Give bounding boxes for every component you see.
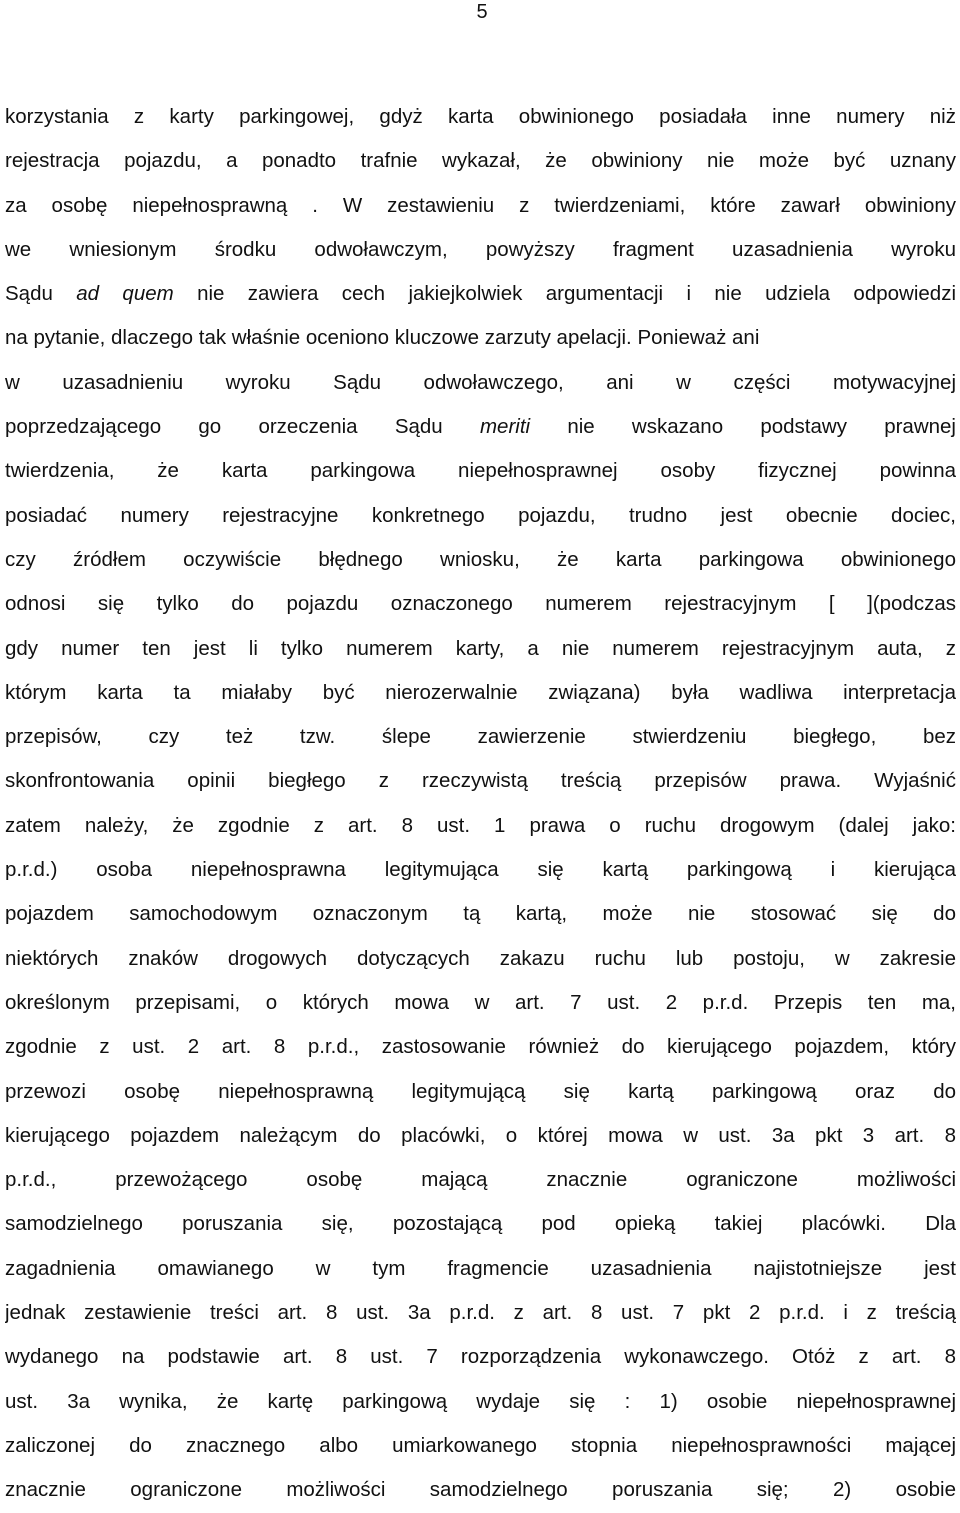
- text-line: [5, 848, 956, 892]
- text-line: [5, 1025, 956, 1069]
- text-line: [5, 405, 956, 449]
- text-line: [5, 715, 956, 759]
- text-segment: na pytanie, dlaczego tak właśnie oceniono kluczowe zarzuty apelacji. Ponieważ ani: [5, 326, 760, 350]
- text-segment: określonym przepisami, o których mowa w art. 7 ust. 2 p.r.d. Przepis ten ma,: [5, 990, 956, 1014]
- text-segment: samodzielnego poruszania się, pozostającą pod opieką takiej placówki. Dla: [5, 1212, 956, 1236]
- text-line: [5, 1468, 956, 1512]
- text-line: [5, 228, 956, 272]
- text-segment: gdy numer ten jest li tylko numerem karty, a nie numerem rejestracyjnym auta, z: [5, 636, 956, 660]
- text-line: [5, 95, 956, 139]
- text-line: [5, 582, 956, 626]
- text-segment: p.r.d.) osoba niepełnosprawna legitymująca się kartą parkingową i kierująca: [5, 858, 956, 882]
- text-line: [5, 139, 956, 183]
- text-segment: odnosi się tylko do pojazdu oznaczonego numerem rejestracyjnym [ ](podczas: [5, 592, 956, 616]
- text-segment: wydanego na podstawie art. 8 ust. 7 rozporządzenia wykonawczego. Otóż z art. 8: [5, 1345, 956, 1369]
- text-segment: we wniesionym środku odwoławczym, powyższy fragment uzasadnienia wyroku: [5, 237, 956, 261]
- text-line: [5, 892, 956, 936]
- text-segment: p.r.d., przewożącego osobę mającą znacznie ograniczone możliwości: [5, 1168, 956, 1192]
- text-segment: zaliczonej do znacznego albo umiarkowanego stopnia niepełnosprawności mającej: [5, 1433, 956, 1457]
- text-segment: posiadać numery rejestracyjne konkretnego pojazdu, trudno jest obecnie dociec,: [5, 503, 956, 527]
- text-segment: nie wskazano podstawy prawnej: [530, 415, 956, 439]
- text-line: [5, 449, 956, 493]
- text-segment: skonfrontowania opinii biegłego z rzeczywistą treścią przepisów prawa. Wyjaśnić: [5, 769, 956, 793]
- document-body: [5, 95, 956, 1513]
- text-line: [5, 1424, 956, 1468]
- text-line: [5, 361, 956, 405]
- text-line: [5, 494, 956, 538]
- text-segment: Sądu: [5, 282, 77, 306]
- text-segment: rejestracja pojazdu, a ponadto trafnie wykazał, że obwiniony nie może być uznany: [5, 149, 956, 173]
- italic-term: meriti: [479, 415, 531, 439]
- text-line: [5, 272, 956, 316]
- text-segment: w uzasadnieniu wyroku Sądu odwoławczego, ani w części motywacyjnej: [5, 370, 956, 394]
- text-segment: ust. 3a wynika, że kartę parkingową wydaje się : 1) osobie niepełnosprawnej: [5, 1389, 956, 1413]
- text-segment: twierdzenia, że karta parkingowa niepełnosprawnej osoby fizycznej powinna: [5, 459, 956, 483]
- text-segment: niektórych znaków drogowych dotyczących zakazu ruchu lub postoju, w zakresie: [5, 946, 956, 970]
- text-segment: poprzedzającego go orzeczenia Sądu: [5, 415, 480, 439]
- text-line: [5, 316, 956, 360]
- text-segment: przewozi osobę niepełnosprawną legitymującą się kartą parkingową oraz do: [5, 1079, 956, 1103]
- text-segment: czy źródłem oczywiście błędnego wniosku, że karta parkingowa obwinionego: [5, 547, 956, 571]
- text-segment: kierującego pojazdem należącym do placówki, o której mowa w ust. 3a pkt 3 art. 8: [5, 1123, 956, 1147]
- text-segment: korzystania z karty parkingowej, gdyż karta obwinionego posiadała inne numery niż: [5, 105, 956, 128]
- page-number: 5: [476, 1, 488, 23]
- text-line: [5, 1291, 956, 1335]
- text-line: [5, 937, 956, 981]
- text-line: [5, 1114, 956, 1158]
- text-line: [5, 1070, 956, 1114]
- text-line: [5, 1247, 956, 1291]
- text-line: [5, 981, 956, 1025]
- text-line: [5, 1158, 956, 1202]
- italic-term: ad quem: [76, 282, 174, 306]
- text-segment: zgodnie z ust. 2 art. 8 p.r.d., zastosowanie również do kierującego pojazdem, który: [5, 1035, 956, 1059]
- text-segment: znacznie ograniczone możliwości samodzielnego poruszania się; 2) osobie: [5, 1478, 956, 1502]
- text-segment: zagadnienia omawianego w tym fragmencie uzasadnienia najistotniejsze jest: [5, 1256, 956, 1280]
- text-segment: którym karta ta miałaby być nierozerwalnie związana) była wadliwa interpretacja: [5, 680, 956, 704]
- text-line: [5, 759, 956, 803]
- text-line: [5, 1202, 956, 1246]
- text-line: [5, 538, 956, 582]
- text-segment: pojazdem samochodowym oznaczonym tą kartą, może nie stosować się do: [5, 902, 956, 926]
- text-line: [5, 627, 956, 671]
- text-line: [5, 804, 956, 848]
- text-segment: zatem należy, że zgodnie z art. 8 ust. 1 prawa o ruchu drogowym (dalej jako:: [5, 813, 956, 837]
- text-line: [5, 184, 956, 228]
- text-segment: nie zawiera cech jakiejkolwiek argumentacji i nie udziela odpowiedzi: [173, 282, 956, 306]
- text-line: [5, 671, 956, 715]
- text-segment: za osobę niepełnosprawną . W zestawieniu z twierdzeniami, które zawarł obwiniony: [5, 193, 956, 217]
- text-segment: jednak zestawienie treści art. 8 ust. 3a p.r.d. z art. 8 ust. 7 pkt 2 p.r.d. i z treścią: [5, 1301, 956, 1325]
- text-line: [5, 1380, 956, 1424]
- text-line: [5, 1335, 956, 1379]
- text-segment: przepisów, czy też tzw. ślepe zawierzenie stwierdzeniu biegłego, bez: [5, 725, 956, 749]
